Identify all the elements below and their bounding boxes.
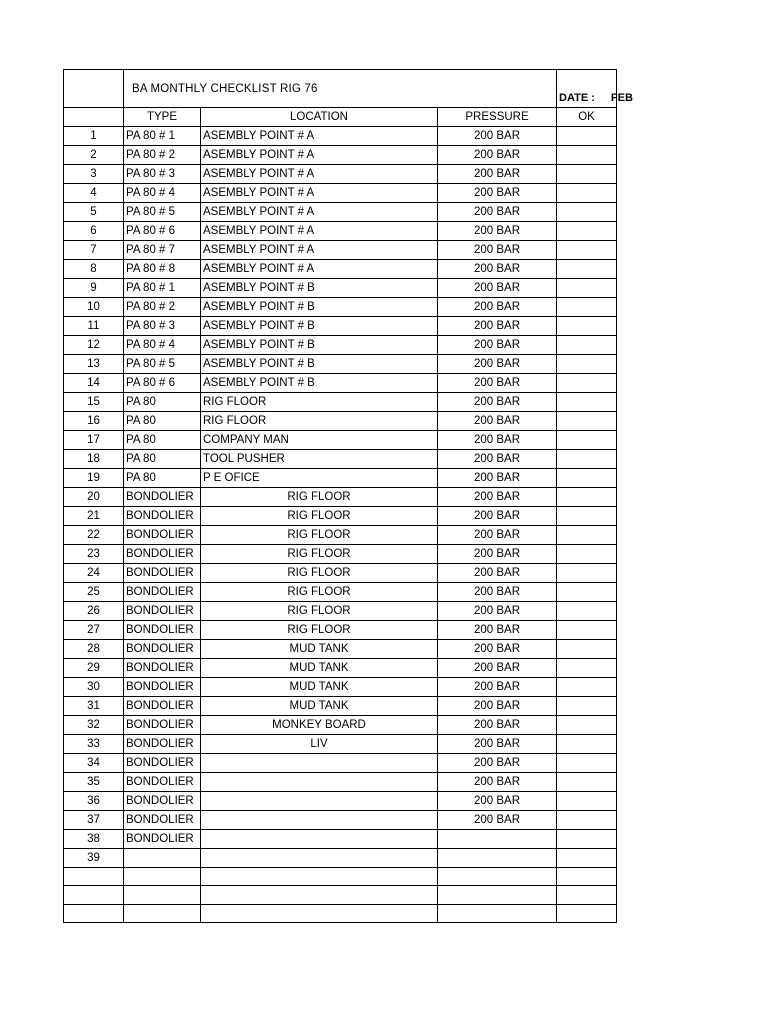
table-row (64, 507, 617, 526)
row-number-cell: 4 (64, 184, 124, 203)
row-number-cell: 30 (64, 678, 124, 697)
table-row (64, 868, 617, 886)
row-number-cell: 17 (64, 431, 124, 450)
row-number-cell: 31 (64, 697, 124, 716)
pressure-cell: 200 BAR (438, 659, 557, 678)
date-value: FEB (610, 92, 633, 104)
pressure-cell: 200 BAR (438, 146, 557, 165)
row-number-cell: 25 (64, 583, 124, 602)
table-row (64, 469, 617, 488)
location-cell (201, 792, 438, 811)
header-pressure: PRESSURE (438, 108, 557, 127)
ok-cell[interactable] (557, 602, 617, 621)
ok-cell[interactable] (557, 241, 617, 260)
pressure-cell: 200 BAR (438, 545, 557, 564)
row-number-cell: 16 (64, 412, 124, 431)
row-number-cell: 29 (64, 659, 124, 678)
pressure-cell: 200 BAR (438, 374, 557, 393)
table-row (64, 754, 617, 773)
ok-cell[interactable] (557, 393, 617, 412)
ok-cell[interactable] (557, 203, 617, 222)
pressure-cell: 200 BAR (438, 754, 557, 773)
location-cell: RIG FLOOR (201, 507, 438, 526)
table-row (64, 241, 617, 260)
type-cell: BONDOLIER (124, 773, 201, 792)
type-cell: PA 80 (124, 469, 201, 488)
pressure-cell: 200 BAR (438, 735, 557, 754)
location-cell: RIG FLOOR (201, 488, 438, 507)
table-row (64, 431, 617, 450)
table-row (64, 488, 617, 507)
location-cell: ASEMBLY POINT # A (201, 222, 438, 241)
table-row (64, 222, 617, 241)
location-cell (201, 754, 438, 773)
pressure-cell: 200 BAR (438, 336, 557, 355)
location-cell: ASEMBLY POINT # A (201, 146, 438, 165)
location-cell: LIV (201, 735, 438, 754)
table-row (64, 146, 617, 165)
table-row (64, 279, 617, 298)
pressure-cell: 200 BAR (438, 317, 557, 336)
pressure-cell: 200 BAR (438, 488, 557, 507)
table-row (64, 564, 617, 583)
row-number-cell: 12 (64, 336, 124, 355)
row-number-cell: 13 (64, 355, 124, 374)
table-row (64, 830, 617, 849)
ok-cell[interactable] (557, 488, 617, 507)
table-row (64, 298, 617, 317)
pressure-cell (438, 868, 557, 886)
location-cell: ASEMBLY POINT # A (201, 241, 438, 260)
ok-cell[interactable] (557, 545, 617, 564)
table-row (64, 526, 617, 545)
table-row (64, 621, 617, 640)
pressure-cell: 200 BAR (438, 697, 557, 716)
location-cell: RIG FLOOR (201, 621, 438, 640)
type-cell (124, 868, 201, 886)
row-number-cell: 32 (64, 716, 124, 735)
pressure-cell: 200 BAR (438, 621, 557, 640)
ok-cell[interactable] (557, 811, 617, 830)
pressure-cell: 200 BAR (438, 469, 557, 488)
table-row (64, 127, 617, 146)
pressure-cell: 200 BAR (438, 450, 557, 469)
type-cell: PA 80 # 1 (124, 127, 201, 146)
ok-cell[interactable] (557, 469, 617, 488)
row-number-cell: 38 (64, 830, 124, 849)
location-cell: ASEMBLY POINT # B (201, 336, 438, 355)
type-cell: BONDOLIER (124, 697, 201, 716)
pressure-cell: 200 BAR (438, 678, 557, 697)
row-number-cell (64, 904, 124, 922)
row-number-cell: 7 (64, 241, 124, 260)
type-cell: PA 80 # 6 (124, 222, 201, 241)
location-cell: ASEMBLY POINT # B (201, 355, 438, 374)
pressure-cell: 200 BAR (438, 526, 557, 545)
table-row (64, 773, 617, 792)
type-cell: BONDOLIER (124, 488, 201, 507)
table-row (64, 678, 617, 697)
ok-cell[interactable] (557, 773, 617, 792)
pressure-cell: 200 BAR (438, 564, 557, 583)
row-number-cell: 28 (64, 640, 124, 659)
ok-cell[interactable] (557, 279, 617, 298)
pressure-cell: 200 BAR (438, 222, 557, 241)
row-number-cell (64, 886, 124, 904)
location-cell: RIG FLOOR (201, 602, 438, 621)
location-cell: ASEMBLY POINT # A (201, 127, 438, 146)
row-number-cell: 26 (64, 602, 124, 621)
row-number-cell: 10 (64, 298, 124, 317)
type-cell: BONDOLIER (124, 602, 201, 621)
ok-cell[interactable] (557, 374, 617, 393)
table-row (64, 886, 617, 904)
table-row (64, 355, 617, 374)
pressure-cell: 200 BAR (438, 412, 557, 431)
pressure-cell: 200 BAR (438, 165, 557, 184)
type-cell: PA 80 # 5 (124, 203, 201, 222)
type-cell: PA 80 # 2 (124, 146, 201, 165)
pressure-cell: 200 BAR (438, 184, 557, 203)
checklist-table (63, 69, 633, 923)
row-number-cell: 1 (64, 127, 124, 146)
type-cell: BONDOLIER (124, 735, 201, 754)
row-number-cell: 3 (64, 165, 124, 184)
location-cell (201, 849, 438, 868)
type-cell: BONDOLIER (124, 507, 201, 526)
table-row (64, 374, 617, 393)
location-cell: ASEMBLY POINT # B (201, 298, 438, 317)
ok-cell[interactable] (557, 564, 617, 583)
table-row (64, 583, 617, 602)
location-cell: ASEMBLY POINT # B (201, 317, 438, 336)
pressure-cell: 200 BAR (438, 203, 557, 222)
date-label: DATE : (559, 92, 595, 104)
table-row (64, 260, 617, 279)
table-row (64, 640, 617, 659)
pressure-cell: 200 BAR (438, 393, 557, 412)
row-number-cell: 24 (64, 564, 124, 583)
pressure-cell: 200 BAR (438, 507, 557, 526)
ok-cell[interactable] (557, 904, 617, 922)
type-cell: BONDOLIER (124, 830, 201, 849)
location-cell: TOOL PUSHER (201, 450, 438, 469)
ok-cell[interactable] (557, 526, 617, 545)
row-number-cell: 5 (64, 203, 124, 222)
type-cell: BONDOLIER (124, 659, 201, 678)
row-number-cell: 15 (64, 393, 124, 412)
location-cell: MONKEY BOARD (201, 716, 438, 735)
location-cell: MUD TANK (201, 640, 438, 659)
location-cell: RIG FLOOR (201, 526, 438, 545)
ok-cell[interactable] (557, 886, 617, 904)
table-row (64, 697, 617, 716)
pressure-cell (438, 886, 557, 904)
row-number-cell: 39 (64, 849, 124, 868)
table-row (64, 602, 617, 621)
row-number-cell: 2 (64, 146, 124, 165)
ok-cell[interactable] (557, 336, 617, 355)
type-cell: PA 80 # 3 (124, 317, 201, 336)
type-cell: BONDOLIER (124, 811, 201, 830)
location-cell: COMPANY MAN (201, 431, 438, 450)
pressure-cell (438, 830, 557, 849)
location-cell (201, 773, 438, 792)
location-cell: ASEMBLY POINT # A (201, 203, 438, 222)
pressure-cell: 200 BAR (438, 260, 557, 279)
location-cell: RIG FLOOR (201, 545, 438, 564)
row-number-cell (64, 868, 124, 886)
location-cell: MUD TANK (201, 659, 438, 678)
pressure-cell: 200 BAR (438, 716, 557, 735)
ok-cell[interactable] (557, 184, 617, 203)
table-row (64, 412, 617, 431)
type-cell: BONDOLIER (124, 564, 201, 583)
type-cell: PA 80 # 8 (124, 260, 201, 279)
row-number-cell: 37 (64, 811, 124, 830)
location-cell: RIG FLOOR (201, 412, 438, 431)
title-row (64, 70, 617, 108)
ok-cell[interactable] (557, 697, 617, 716)
row-number-cell: 6 (64, 222, 124, 241)
ok-cell[interactable] (557, 830, 617, 849)
table-row (64, 716, 617, 735)
title-corner-cell (64, 70, 124, 108)
location-cell (201, 830, 438, 849)
type-cell: PA 80 # 4 (124, 184, 201, 203)
pressure-cell: 200 BAR (438, 355, 557, 374)
ok-cell[interactable] (557, 621, 617, 640)
ok-cell[interactable] (557, 716, 617, 735)
table-row (64, 792, 617, 811)
header-no (64, 108, 124, 127)
type-cell: PA 80 # 5 (124, 355, 201, 374)
header-type: TYPE (124, 108, 201, 127)
pressure-cell: 200 BAR (438, 127, 557, 146)
ok-cell[interactable] (557, 260, 617, 279)
row-number-cell: 35 (64, 773, 124, 792)
ok-cell[interactable] (557, 678, 617, 697)
location-cell: MUD TANK (201, 697, 438, 716)
row-number-cell: 18 (64, 450, 124, 469)
location-cell: ASEMBLY POINT # B (201, 279, 438, 298)
ok-cell[interactable] (557, 431, 617, 450)
location-cell (201, 904, 438, 922)
location-cell (201, 868, 438, 886)
pressure-cell: 200 BAR (438, 811, 557, 830)
table-row (64, 336, 617, 355)
ok-cell[interactable] (557, 849, 617, 868)
pressure-cell: 200 BAR (438, 583, 557, 602)
pressure-cell: 200 BAR (438, 602, 557, 621)
ok-cell[interactable] (557, 298, 617, 317)
table-row (64, 184, 617, 203)
header-location: LOCATION (201, 108, 438, 127)
ok-cell[interactable] (557, 355, 617, 374)
date-cell[interactable] (557, 70, 633, 108)
type-cell: PA 80 # 6 (124, 374, 201, 393)
type-cell (124, 904, 201, 922)
ok-cell[interactable] (557, 754, 617, 773)
ok-cell[interactable] (557, 222, 617, 241)
row-number-cell: 27 (64, 621, 124, 640)
pressure-cell: 200 BAR (438, 298, 557, 317)
row-number-cell: 19 (64, 469, 124, 488)
location-cell: ASEMBLY POINT # A (201, 184, 438, 203)
location-cell: RIG FLOOR (201, 564, 438, 583)
type-cell: BONDOLIER (124, 583, 201, 602)
table-row (64, 545, 617, 564)
ok-cell[interactable] (557, 640, 617, 659)
table-row (64, 203, 617, 222)
pressure-cell: 200 BAR (438, 773, 557, 792)
type-cell: BONDOLIER (124, 621, 201, 640)
ok-cell[interactable] (557, 127, 617, 146)
type-cell: BONDOLIER (124, 754, 201, 773)
ok-cell[interactable] (557, 868, 617, 886)
row-number-cell: 14 (64, 374, 124, 393)
type-cell: PA 80 (124, 450, 201, 469)
location-cell: ASEMBLY POINT # B (201, 374, 438, 393)
row-number-cell: 11 (64, 317, 124, 336)
table-row (64, 450, 617, 469)
type-cell: PA 80 # 3 (124, 165, 201, 184)
location-cell: ASEMBLY POINT # A (201, 260, 438, 279)
location-cell: RIG FLOOR (201, 393, 438, 412)
row-number-cell: 33 (64, 735, 124, 754)
table-row (64, 811, 617, 830)
row-number-cell: 22 (64, 526, 124, 545)
type-cell: BONDOLIER (124, 640, 201, 659)
pressure-cell: 200 BAR (438, 640, 557, 659)
ok-cell[interactable] (557, 412, 617, 431)
ok-cell[interactable] (557, 659, 617, 678)
table-row (64, 659, 617, 678)
row-number-cell: 9 (64, 279, 124, 298)
pressure-cell: 200 BAR (438, 241, 557, 260)
row-number-cell: 20 (64, 488, 124, 507)
type-cell: PA 80 # 1 (124, 279, 201, 298)
ok-cell[interactable] (557, 146, 617, 165)
ok-cell[interactable] (557, 165, 617, 184)
type-cell: BONDOLIER (124, 526, 201, 545)
type-cell: PA 80 (124, 412, 201, 431)
ok-cell[interactable] (557, 735, 617, 754)
table-row (64, 904, 617, 922)
pressure-cell (438, 849, 557, 868)
ok-cell[interactable] (557, 507, 617, 526)
type-cell: PA 80 # 2 (124, 298, 201, 317)
table-row (64, 317, 617, 336)
type-cell: PA 80 (124, 431, 201, 450)
ok-cell[interactable] (557, 583, 617, 602)
table-row (64, 849, 617, 868)
table-row (64, 393, 617, 412)
header-row (64, 108, 617, 127)
type-cell: PA 80 # 4 (124, 336, 201, 355)
type-cell: BONDOLIER (124, 678, 201, 697)
ok-cell[interactable] (557, 317, 617, 336)
sheet-title: BA MONTHLY CHECKLIST RIG 76 (124, 70, 557, 108)
checklist-body (64, 70, 633, 923)
pressure-cell: 200 BAR (438, 279, 557, 298)
location-cell (201, 811, 438, 830)
type-cell: BONDOLIER (124, 792, 201, 811)
row-number-cell: 8 (64, 260, 124, 279)
ok-cell[interactable] (557, 792, 617, 811)
pressure-cell: 200 BAR (438, 431, 557, 450)
row-number-cell: 23 (64, 545, 124, 564)
ok-cell[interactable] (557, 450, 617, 469)
pressure-cell (438, 904, 557, 922)
location-cell: P E OFICE (201, 469, 438, 488)
location-cell: RIG FLOOR (201, 583, 438, 602)
pressure-cell: 200 BAR (438, 792, 557, 811)
row-number-cell: 21 (64, 507, 124, 526)
type-cell: BONDOLIER (124, 545, 201, 564)
location-cell: ASEMBLY POINT # A (201, 165, 438, 184)
type-cell: PA 80 # 7 (124, 241, 201, 260)
type-cell (124, 849, 201, 868)
table-row (64, 735, 617, 754)
table-row (64, 165, 617, 184)
row-number-cell: 36 (64, 792, 124, 811)
row-number-cell: 34 (64, 754, 124, 773)
location-cell (201, 886, 438, 904)
type-cell (124, 886, 201, 904)
type-cell: BONDOLIER (124, 716, 201, 735)
type-cell: PA 80 (124, 393, 201, 412)
location-cell: MUD TANK (201, 678, 438, 697)
header-ok: OK (557, 108, 617, 127)
